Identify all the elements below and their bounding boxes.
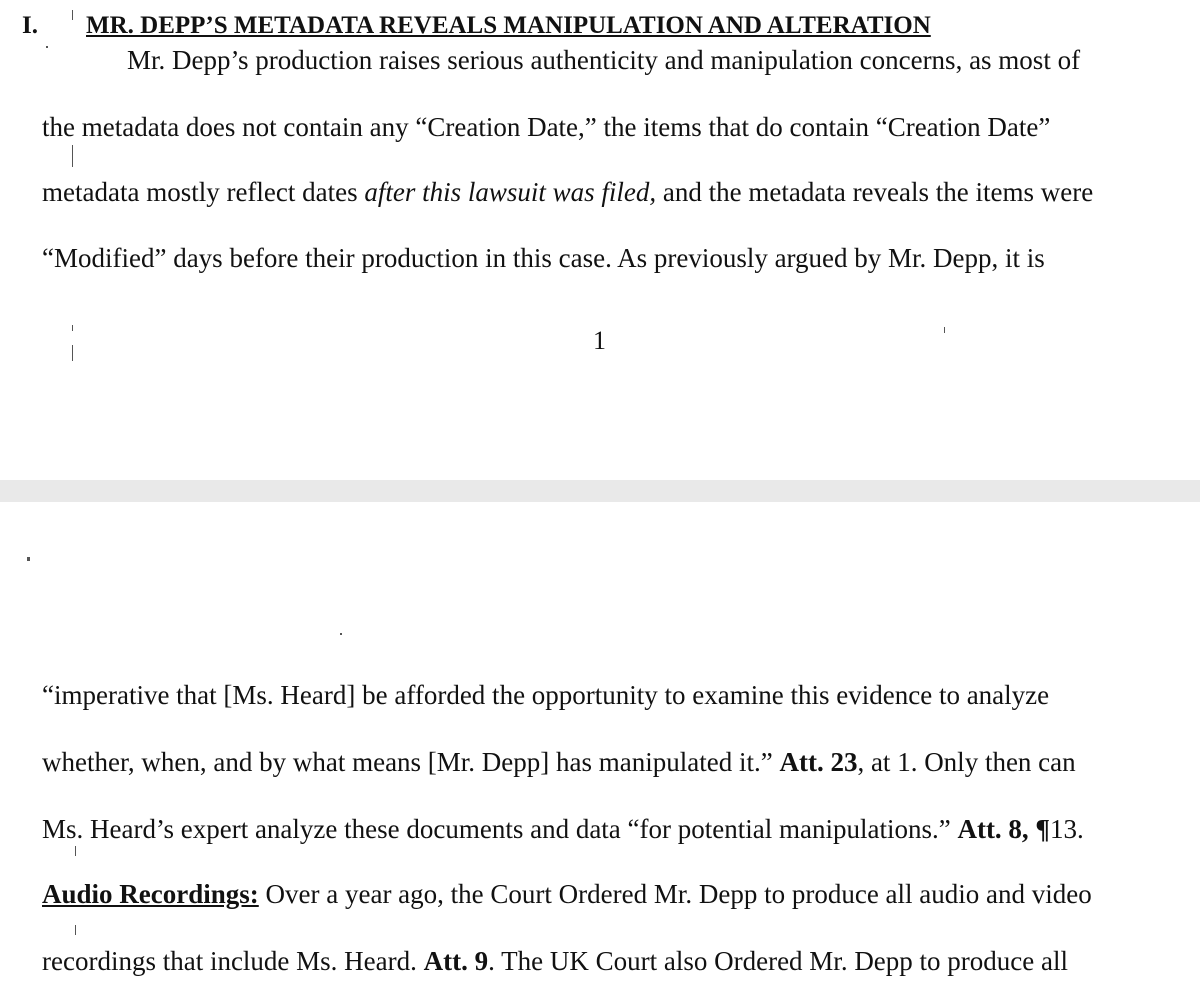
scan-artifact [944,327,945,333]
paragraph-line: recordings that include Ms. Heard. Att. 9. The UK Court also Ordered Mr. Depp to produce all [42,946,1068,976]
scan-artifact [75,846,76,856]
paragraph-line: “imperative that [Ms. Heard] be afforded the opportunity to examine this evidence to analyze [42,680,1050,710]
paragraph-line: whether, when, and by what means [Mr. Depp] has manipulated it.” Att. 23, at 1. Only then can [42,747,1076,777]
section-number: I. [22,12,38,39]
scan-artifact [72,10,73,20]
citation: Att. 8, ¶ [957,814,1051,844]
paragraph-line: metadata mostly reflect dates after this lawsuit was filed, and the metadata reveals the items were [42,177,1094,207]
paragraph-line: Mr. Depp’s production raises serious authenticity and manipulation concerns, as most of [127,45,1081,75]
scan-artifact [27,557,30,561]
subsection-label: Audio Recordings: [42,879,259,909]
italic-emphasis: after this lawsuit was filed, [364,177,657,207]
scan-artifact [75,925,76,935]
paragraph-line: Ms. Heard’s expert analyze these documents and data “for potential manipulations.” Att. 8, ¶13. [42,814,1084,844]
paragraph-line: the metadata does not contain any “Creation Date,” the items that do contain “Creation Date” [42,112,1051,142]
document-page-2 [0,502,1200,989]
citation: Att. 23 [779,747,858,777]
page-number: 1 [593,326,606,355]
document-page-1 [0,0,1200,480]
scan-artifact [46,46,48,48]
paragraph-line: Audio Recordings: Over a year ago, the Court Ordered Mr. Depp to produce all audio and video [42,879,1092,909]
paragraph-line: “Modified” days before their production in this case. As previously argued by Mr. Depp, it is [42,243,1045,273]
citation: Att. 9 [423,946,489,976]
scan-artifact [72,325,73,331]
section-heading: MR. DEPP’S METADATA REVEALS MANIPULATION AND ALTERATION [86,12,931,39]
scan-artifact [72,145,73,167]
scan-artifact [72,345,73,361]
scan-artifact [340,633,342,635]
page-separator [0,480,1200,502]
